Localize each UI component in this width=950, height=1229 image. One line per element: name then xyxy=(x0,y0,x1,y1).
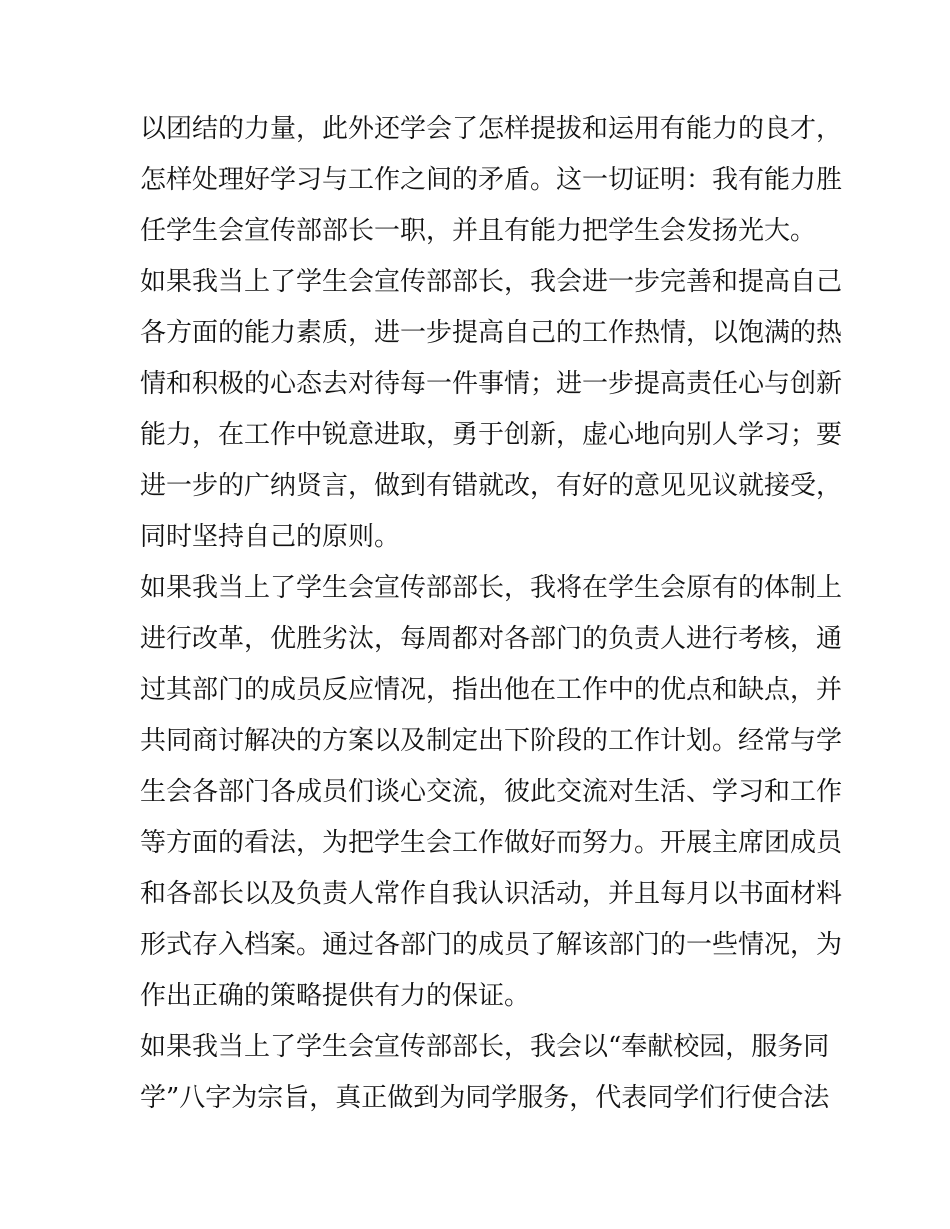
body-text xyxy=(140,104,843,1124)
text-line: 和各部长以及负责人常作自我认识活动，并且每月以书面材料 xyxy=(140,879,843,909)
text-line: 形式存入档案。通过各部门的成员了解该部门的一些情况，为 xyxy=(140,930,843,960)
text-line: 生会各部门各成员们谈心交流，彼此交流对生活、学习和工作 xyxy=(140,777,843,807)
text-line: 等方面的看法，为把学生会工作做好而努力。开展主席团成员 xyxy=(140,828,843,858)
text-line: 能力，在工作中锐意进取，勇于创新，虚心地向别人学习；要 xyxy=(140,420,843,450)
text-line: 怎样处理好学习与工作之间的矛盾。这一切证明：我有能力胜 xyxy=(140,165,843,195)
text-line: 过其部门的成员反应情况，指出他在工作中的优点和缺点，并 xyxy=(140,675,843,705)
text-line: 作出正确的策略提供有力的保证。 xyxy=(140,981,531,1011)
text-line: 如果我当上了学生会宣传部部长，我将在学生会原有的体制上 xyxy=(140,573,843,603)
text-line: 各方面的能力素质，进一步提高自己的工作热情，以饱满的热 xyxy=(140,318,843,348)
text-line: 如果我当上了学生会宣传部部长，我会进一步完善和提高自己 xyxy=(140,267,843,297)
text-line: 如果我当上了学生会宣传部部长，我会以“奉献校园，服务同 xyxy=(140,1032,830,1062)
text-line: 共同商讨解决的方案以及制定出下阶段的工作计划。经常与学 xyxy=(140,726,843,756)
text-line: 以团结的力量，此外还学会了怎样提拔和运用有能力的良才， xyxy=(140,114,843,144)
text-line: 学”八字为宗旨，真正做到为同学服务，代表同学们行使合法 xyxy=(140,1083,830,1113)
text-line: 进行改革，优胜劣汰，每周都对各部门的负责人进行考核，通 xyxy=(140,624,843,654)
text-line: 同时坚持自己的原则。 xyxy=(140,522,401,552)
text-line: 任学生会宣传部部长一职，并且有能力把学生会发扬光大。 xyxy=(140,216,817,246)
text-line: 情和积极的心态去对待每一件事情；进一步提高责任心与创新 xyxy=(140,369,843,399)
text-line: 进一步的广纳贤言，做到有错就改，有好的意见见议就接受， xyxy=(140,471,843,501)
